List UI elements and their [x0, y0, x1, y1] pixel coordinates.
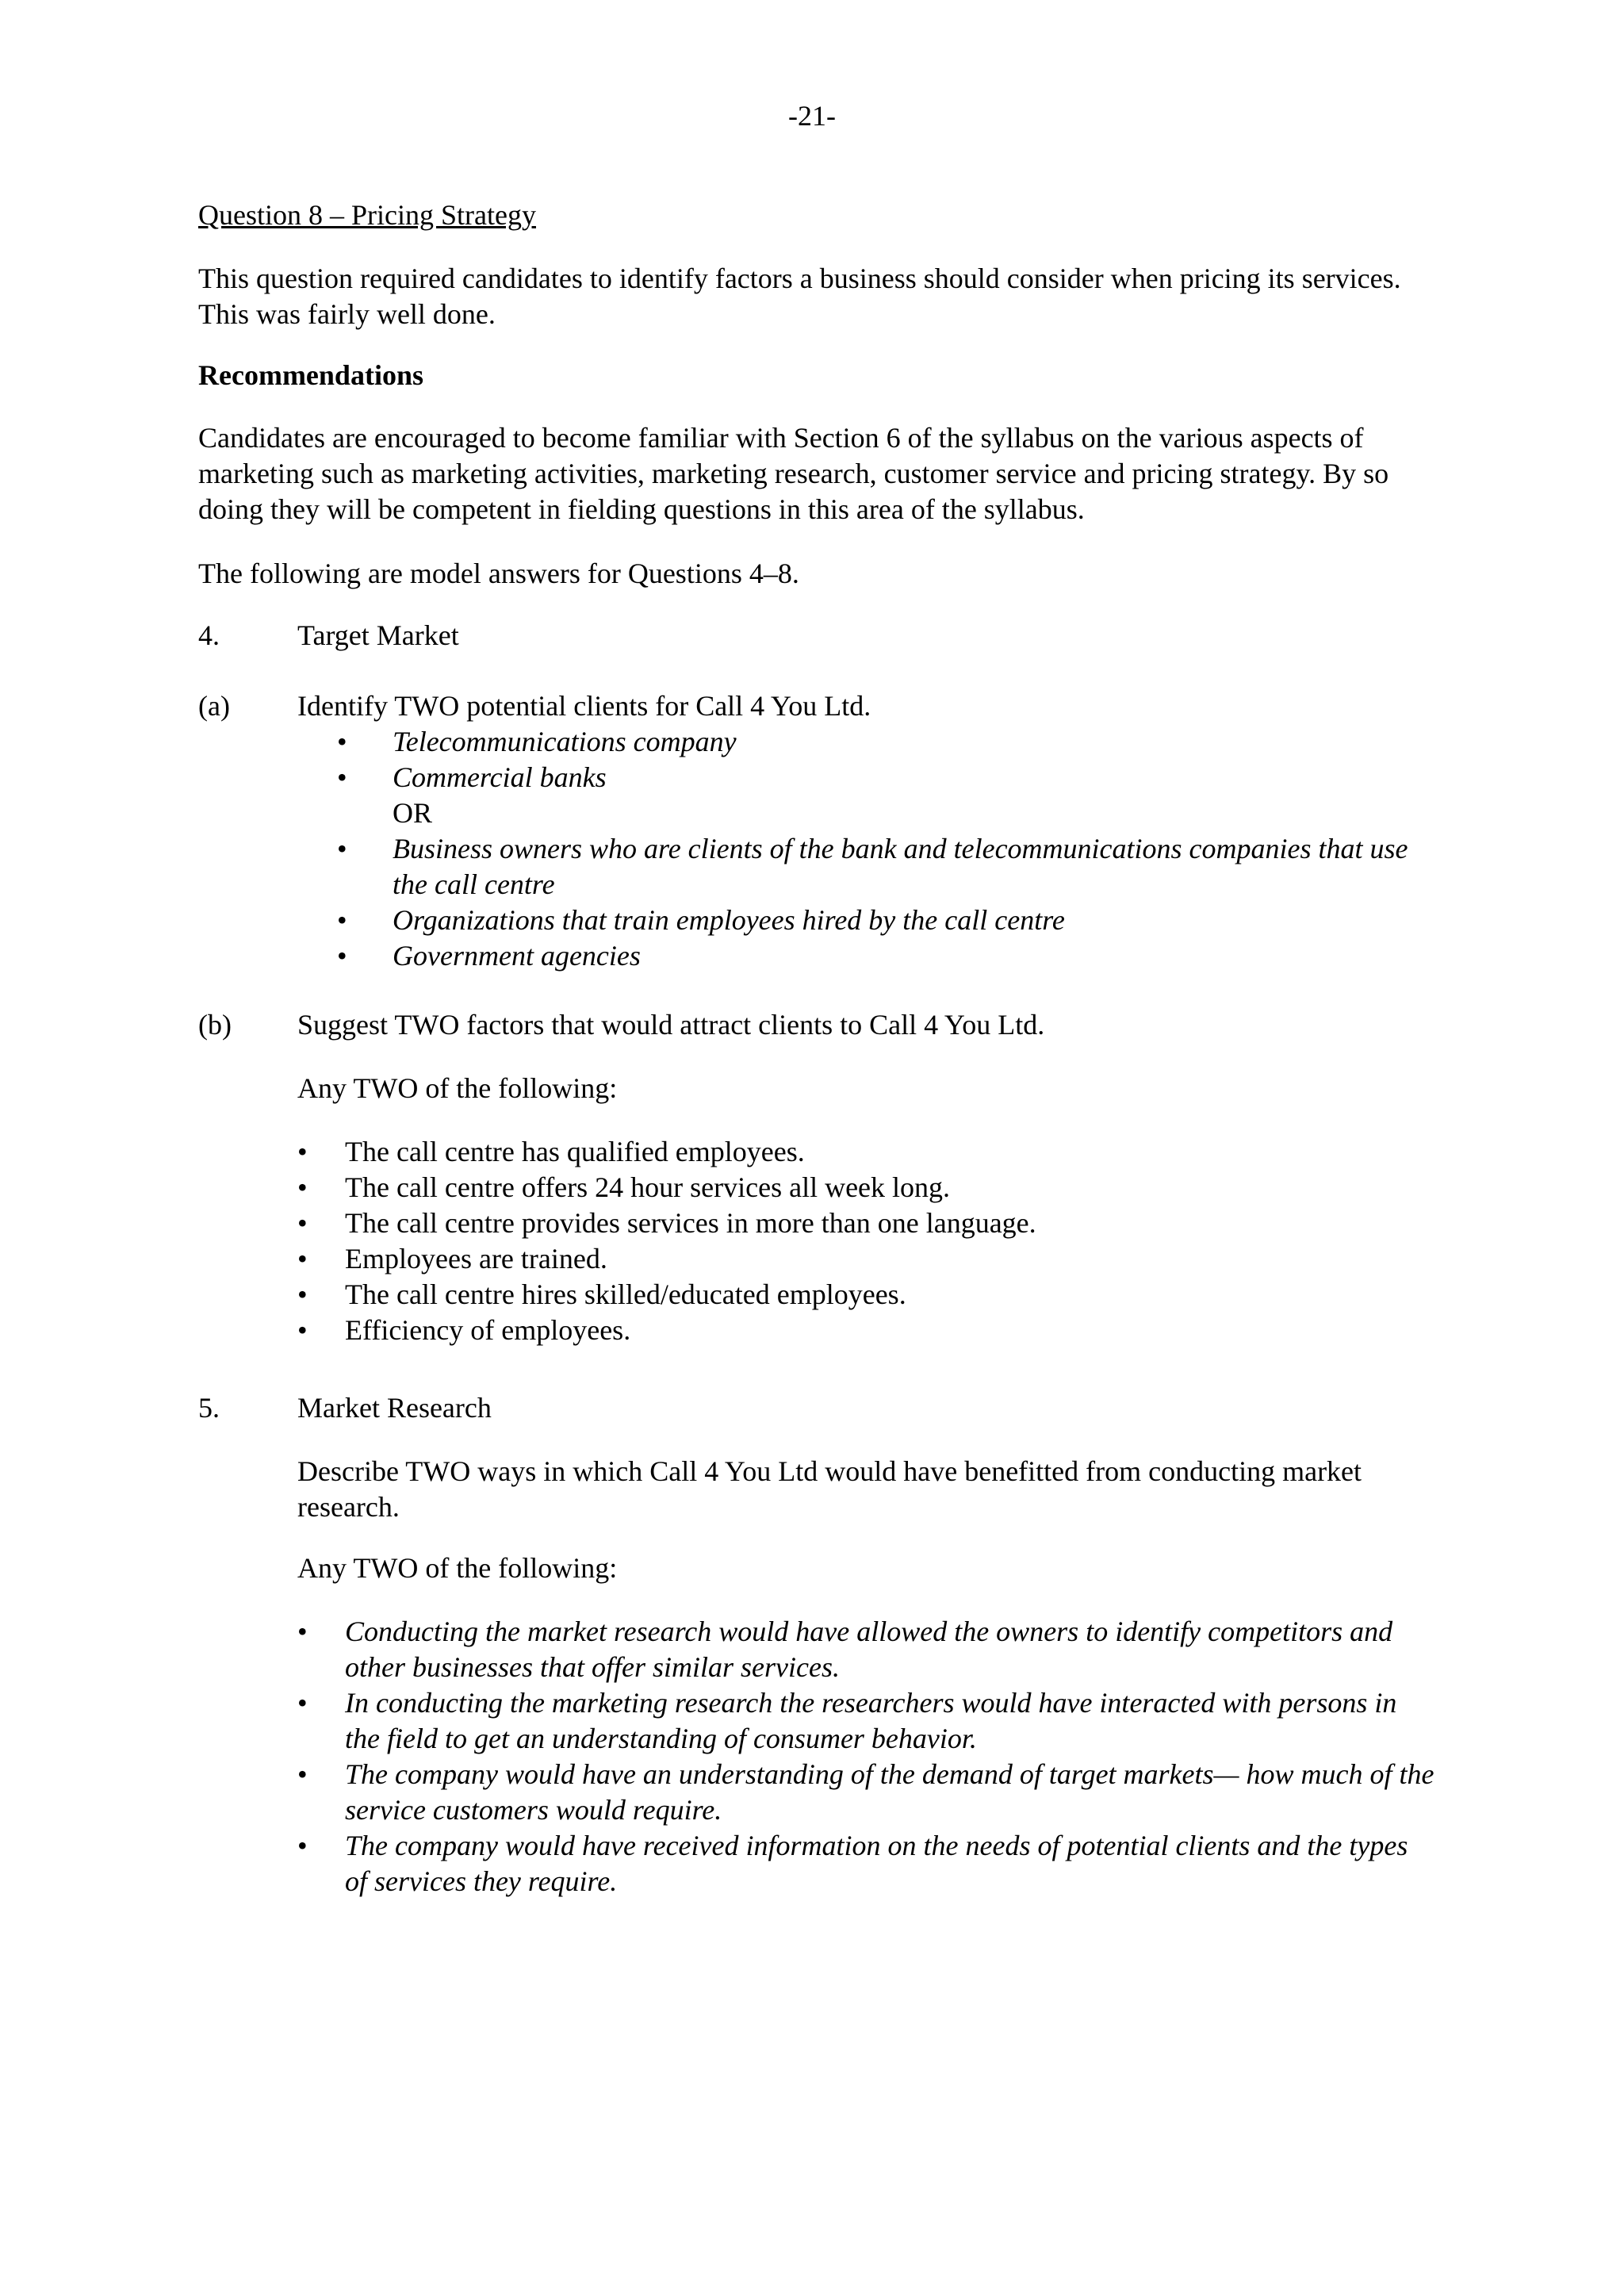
bullet: •: [337, 940, 347, 972]
list-item: • The company would have received information on the needs of potential clients and the types of services they require.: [297, 1830, 1408, 1897]
list-item: • Business owners who are clients of the bank and telecommunications companies that use the call centre: [337, 833, 1408, 900]
bullet: •: [337, 833, 347, 864]
list-item: • Conducting the market research would have allowed the owners to identify competitors and other businesses that offer similar services.: [297, 1616, 1393, 1683]
bullet: •: [297, 1830, 308, 1861]
q5-question: Describe TWO ways in which Call 4 You Ltd would have benefitted from conducting market research.: [297, 1455, 1362, 1523]
bullet: •: [337, 904, 347, 936]
bullet: •: [297, 1616, 308, 1647]
q8-heading: Question 8 – Pricing Strategy: [198, 199, 536, 231]
page-number: -21-: [788, 100, 836, 132]
q4a-list-second: [337, 831, 1435, 974]
list-item: • Organizations that train employees hired by the call centre: [337, 903, 1435, 938]
bullet: •: [297, 1207, 308, 1239]
bullet: •: [337, 761, 347, 793]
q5-any-two: Any TWO of the following:: [297, 1552, 618, 1584]
bullet: •: [297, 1136, 308, 1167]
bullet: •: [297, 1758, 308, 1790]
model-answers-intro: The following are model answers for Questions 4–8.: [198, 558, 799, 589]
bullet: •: [297, 1171, 308, 1203]
q4b-list: [297, 1134, 1435, 1348]
list-item: • The call centre has qualified employees.: [297, 1134, 1435, 1170]
q5-title: Market Research: [297, 1392, 492, 1424]
q4-title: Target Market: [297, 619, 459, 651]
q4a-label: (a): [198, 690, 230, 722]
q5-list: [297, 1614, 1435, 1899]
q4b-any-two: Any TWO of the following:: [297, 1072, 618, 1104]
bullet: •: [337, 726, 347, 757]
q4a-text: Identify TWO potential clients for Call 4 You Ltd.: [297, 690, 871, 722]
list-item: • Government agencies: [337, 938, 1435, 974]
list-item: • The call centre hires skilled/educated employees.: [297, 1277, 1435, 1313]
recommendations-body: Candidates are encouraged to become familiar with Section 6 of the syllabus on the various aspects of marketing such as marketing activities, marketing research, customer service and pricing strategy. By so doing they will be competent in fielding questions in this area of the syllabus.: [198, 422, 1389, 525]
q4b-label: (b): [198, 1009, 232, 1041]
recommendations-heading: Recommendations: [198, 359, 423, 391]
bullet: •: [297, 1687, 308, 1719]
q4a-list-first: [337, 724, 1435, 795]
list-item: • Employees are trained.: [297, 1241, 1435, 1277]
list-item: • The company would have an understanding of the demand of target markets— how much of the service customers would require.: [297, 1758, 1434, 1826]
bullet: •: [297, 1314, 308, 1346]
list-item: • Telecommunications company: [337, 724, 1435, 760]
bullet: •: [297, 1278, 308, 1310]
q4-number: 4.: [198, 619, 220, 651]
list-item: • The call centre offers 24 hour services all week long.: [297, 1170, 1435, 1205]
list-item: • In conducting the marketing research the researchers would have interacted with persons in the field to get an understanding of consumer behavior.: [297, 1687, 1397, 1754]
q4b-text: Suggest TWO factors that would attract clients to Call 4 You Ltd.: [297, 1009, 1045, 1041]
list-item: • The call centre provides services in more than one language.: [297, 1205, 1435, 1241]
list-item: • Commercial banks: [337, 760, 1435, 795]
q4a-or: OR: [393, 797, 433, 829]
list-item: • Efficiency of employees.: [297, 1313, 1435, 1348]
q5-number: 5.: [198, 1392, 220, 1424]
q8-body: This question required candidates to identify factors a business should consider when pricing its services. This was fairly well done.: [198, 263, 1401, 330]
bullet: •: [297, 1243, 308, 1274]
